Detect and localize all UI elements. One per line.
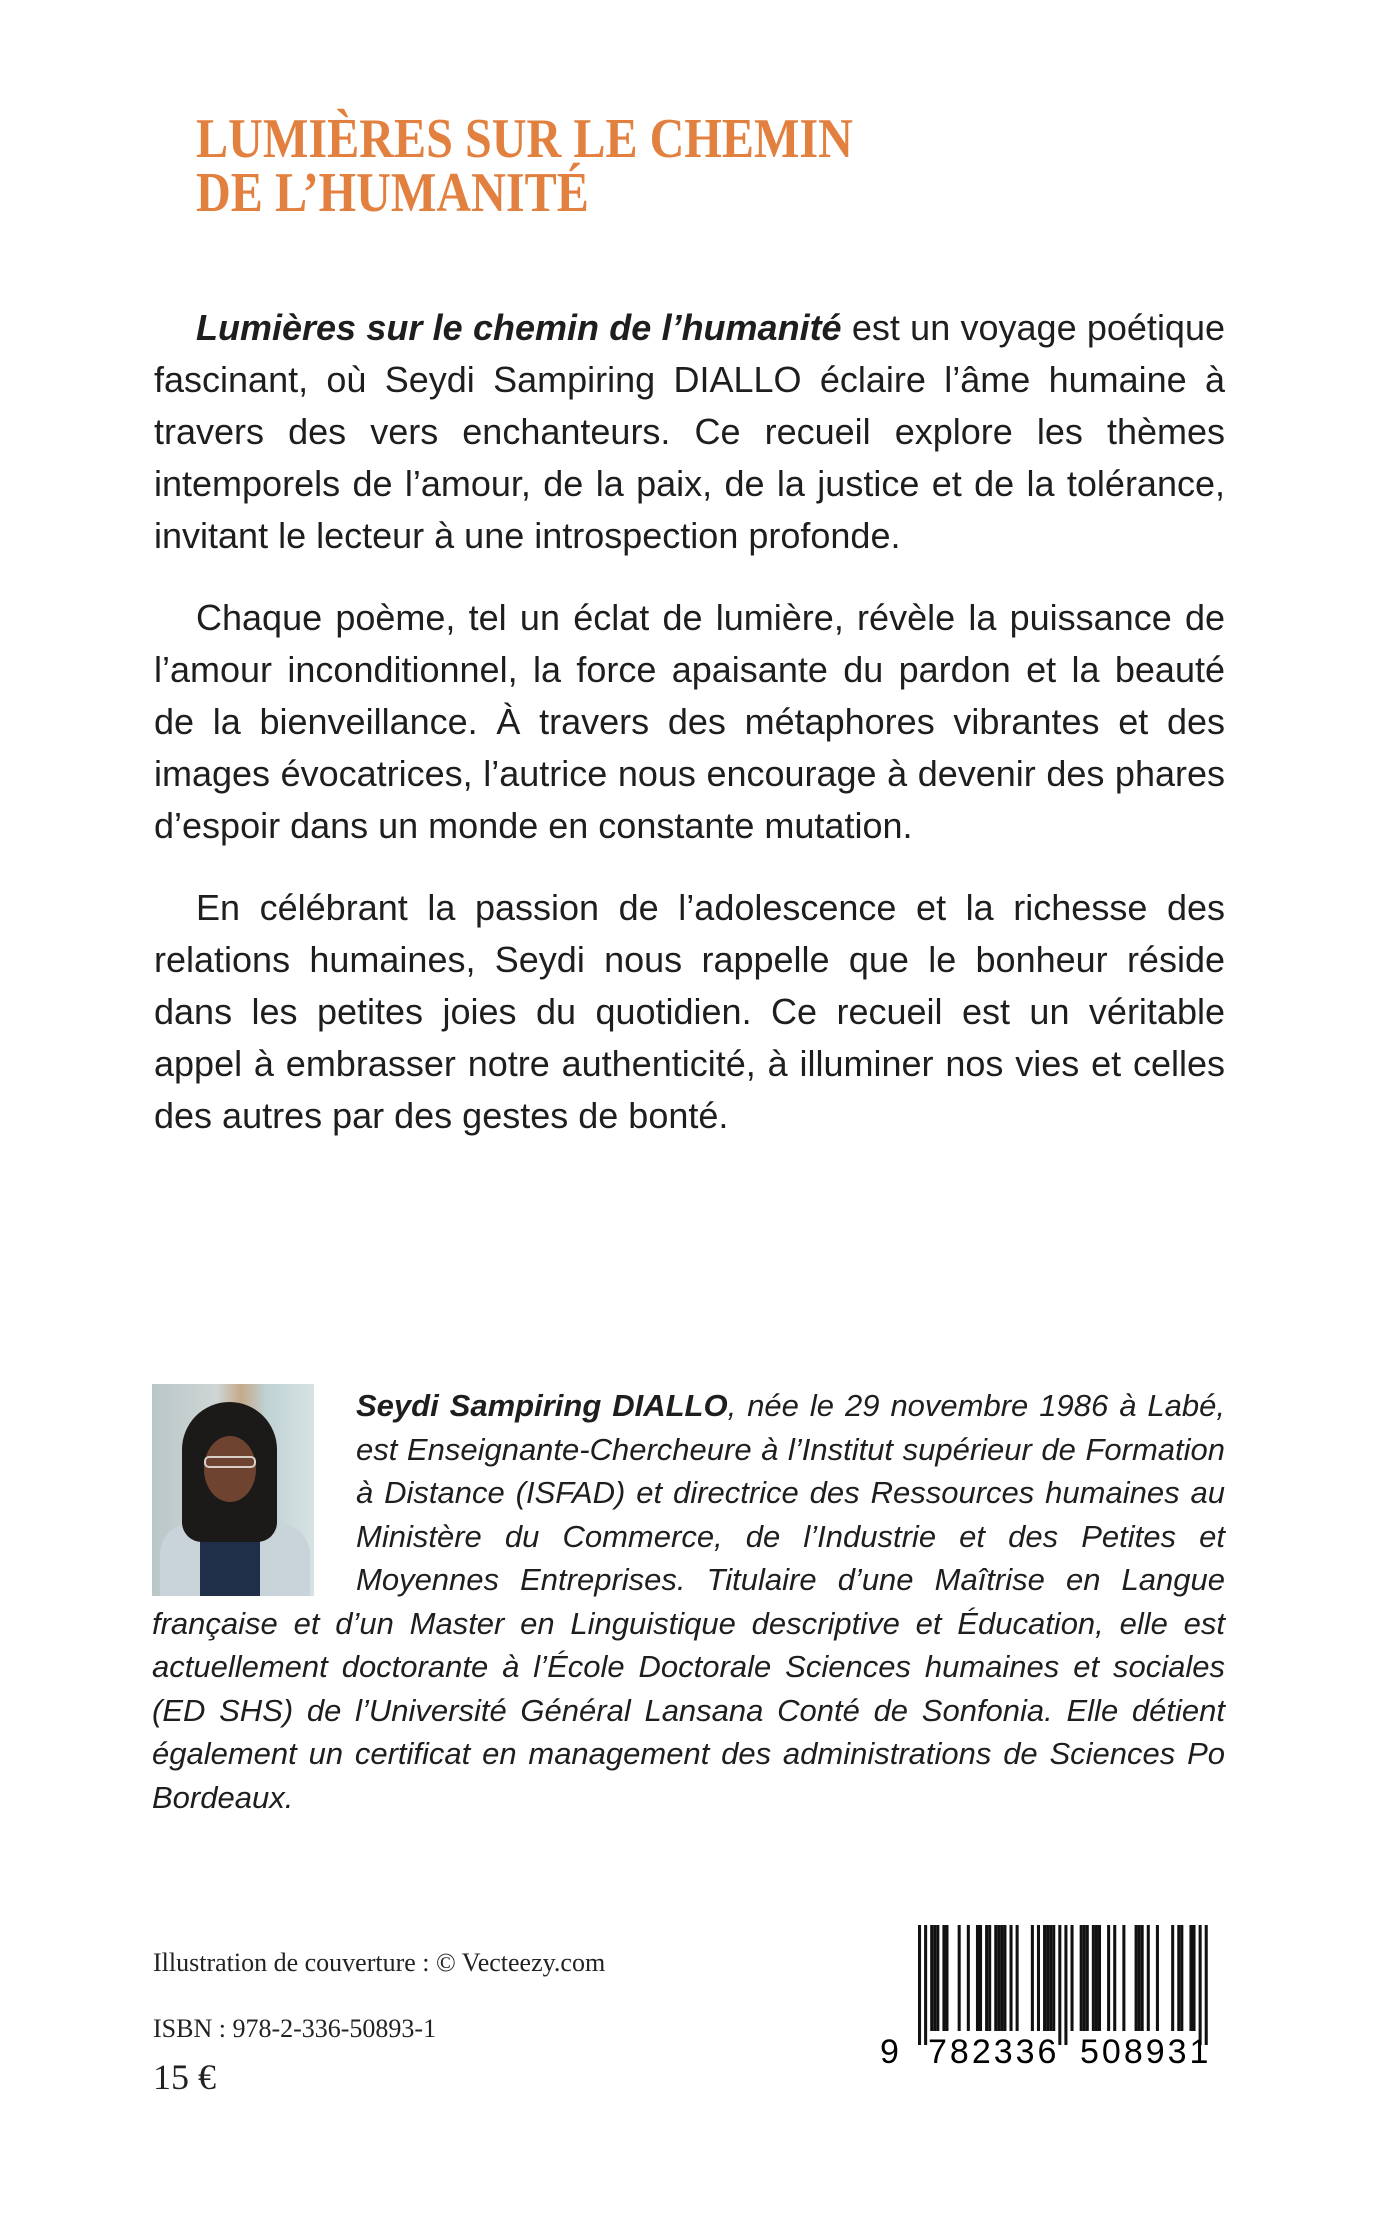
barcode-bar bbox=[918, 1925, 921, 2045]
book-title bbox=[196, 108, 853, 224]
barcode-bar bbox=[1141, 1925, 1144, 2031]
barcode-bar bbox=[1003, 1925, 1006, 2031]
title-line-2: DE L’HUMANITÉ bbox=[196, 162, 589, 224]
barcode-bar bbox=[1135, 1925, 1138, 2031]
barcode-bar bbox=[942, 1925, 945, 2031]
barcode-first-digit: 9 bbox=[880, 2033, 899, 2065]
barcode-bar bbox=[1052, 1925, 1055, 2031]
summary-paragraph-1 bbox=[154, 302, 1225, 562]
barcode-bar bbox=[1098, 1925, 1101, 2031]
barcode-bar bbox=[1071, 1925, 1074, 2031]
barcode-bar bbox=[1010, 1925, 1013, 2031]
summary-paragraph-3: En célébrant la passion de l’adolescence et la richesse des relations humaines, Seydi nous rappelle que le bonheur réside dans les petites joies du quotidien. Ce recueil est un véritable appel à embrasser notre authenticité, à illuminer nos vies et celles des autres par des gestes de bonté. bbox=[154, 887, 1225, 1136]
barcode-bar bbox=[1113, 1925, 1116, 2031]
barcode-bar bbox=[985, 1925, 988, 2031]
barcode-bar bbox=[924, 1925, 927, 2045]
barcode-bar bbox=[933, 1925, 936, 2031]
barcode-bar bbox=[988, 1925, 991, 2031]
barcode-bar bbox=[936, 1925, 939, 2031]
barcode-bar bbox=[1177, 1925, 1180, 2031]
barcode-bar bbox=[1138, 1925, 1141, 2031]
barcode-bar bbox=[1043, 1925, 1046, 2031]
author-name: Seydi Sampiring DIALLO bbox=[356, 1388, 728, 1423]
barcode-right-digits: 508931 bbox=[1080, 2033, 1212, 2065]
barcode-bar bbox=[1107, 1925, 1110, 2031]
barcode-bar bbox=[1122, 1925, 1125, 2031]
barcode-bar bbox=[1092, 1925, 1095, 2031]
barcode-bar bbox=[994, 1925, 997, 2031]
summary bbox=[154, 302, 1225, 1172]
barcode-bar bbox=[979, 1925, 982, 2031]
author-bio bbox=[152, 1384, 1225, 1819]
barcode-bar bbox=[1199, 1925, 1202, 2045]
barcode-bar bbox=[967, 1925, 970, 2031]
summary-paragraph-2: Chaque poème, tel un éclat de lumière, révèle la puissance de l’amour inconditionnel, la force apaisante du pardon et la beauté de la bienveillance. À travers des métaphores vibrantes et des images évocatrices, l’autrice nous encourage à devenir des phares d’espoir dans un monde en constante mutation. bbox=[154, 597, 1225, 846]
barcode-bar bbox=[1147, 1925, 1150, 2031]
price: 15 € bbox=[153, 2057, 216, 2097]
author-bio-text: , née le 29 novembre 1986 à Labé, est Enseignante-Chercheure à l’Institut supérieur de Formation à Distance (ISFAD) et directrice des Ressources humaines au Ministère du Commerce, de l’Industrie et des Petites et Moyennes Entreprises. Titulaire d’une Maîtrise en Langue française et d’un Master en Linguistique descriptive et Éducation, elle est actuellement doctorante à l’École Doctorale Sciences humaines et sociales (ED SHS) de l’Université Général Lansana Conté de Sonfonia. Elle détient également un certificat en management des administrations de Sciences Po Bordeaux. bbox=[152, 1388, 1225, 1815]
barcode-bar bbox=[1064, 1925, 1067, 2045]
barcode-left-digits: 782336 bbox=[928, 2033, 1060, 2065]
isbn: ISBN : 978-2-336-50893-1 bbox=[153, 2014, 437, 2043]
barcode-bar bbox=[1080, 1925, 1083, 2031]
barcode-bar bbox=[1000, 1925, 1003, 2031]
barcode-bar bbox=[976, 1925, 979, 2031]
barcode-bar bbox=[1180, 1925, 1183, 2031]
barcode-bar bbox=[1193, 1925, 1196, 2031]
barcode-bar bbox=[1095, 1925, 1098, 2031]
barcode-bar bbox=[1189, 1925, 1192, 2031]
barcode-bar bbox=[1016, 1925, 1019, 2031]
barcode bbox=[880, 1925, 1230, 2065]
barcode-bar bbox=[1049, 1925, 1052, 2031]
title-line-1: LUMIÈRES SUR LE CHEMIN bbox=[196, 108, 853, 170]
barcode-bar bbox=[930, 1925, 933, 2031]
barcode-bar bbox=[1156, 1925, 1159, 2031]
barcode-bar bbox=[1046, 1925, 1049, 2031]
barcode-bar bbox=[1083, 1925, 1086, 2031]
barcode-bar bbox=[1086, 1925, 1089, 2031]
barcode-bar bbox=[1205, 1925, 1208, 2045]
barcode-bar bbox=[997, 1925, 1000, 2031]
author-photo bbox=[152, 1384, 314, 1596]
barcode-bar bbox=[1031, 1925, 1034, 2031]
summary-text: est un voyage poétique fascinant, où Seydi Sampiring DIALLO éclaire l’âme humaine à travers des vers enchanteurs. Ce recueil explore les thèmes intemporels de l’amour, de la paix, de la justice et de la tolérance, invitant le lecteur à une introspection profonde. bbox=[154, 307, 1226, 556]
barcode-bar bbox=[958, 1925, 961, 2031]
barcode-bar bbox=[1171, 1925, 1174, 2031]
book-title-inline: Lumières sur le chemin de l’humanité bbox=[196, 307, 842, 348]
barcode-bar bbox=[1058, 1925, 1061, 2045]
barcode-bar bbox=[945, 1925, 948, 2031]
cover-credit: Illustration de couverture : © Vecteezy.com bbox=[153, 1948, 606, 1977]
barcode-bar bbox=[1037, 1925, 1040, 2031]
